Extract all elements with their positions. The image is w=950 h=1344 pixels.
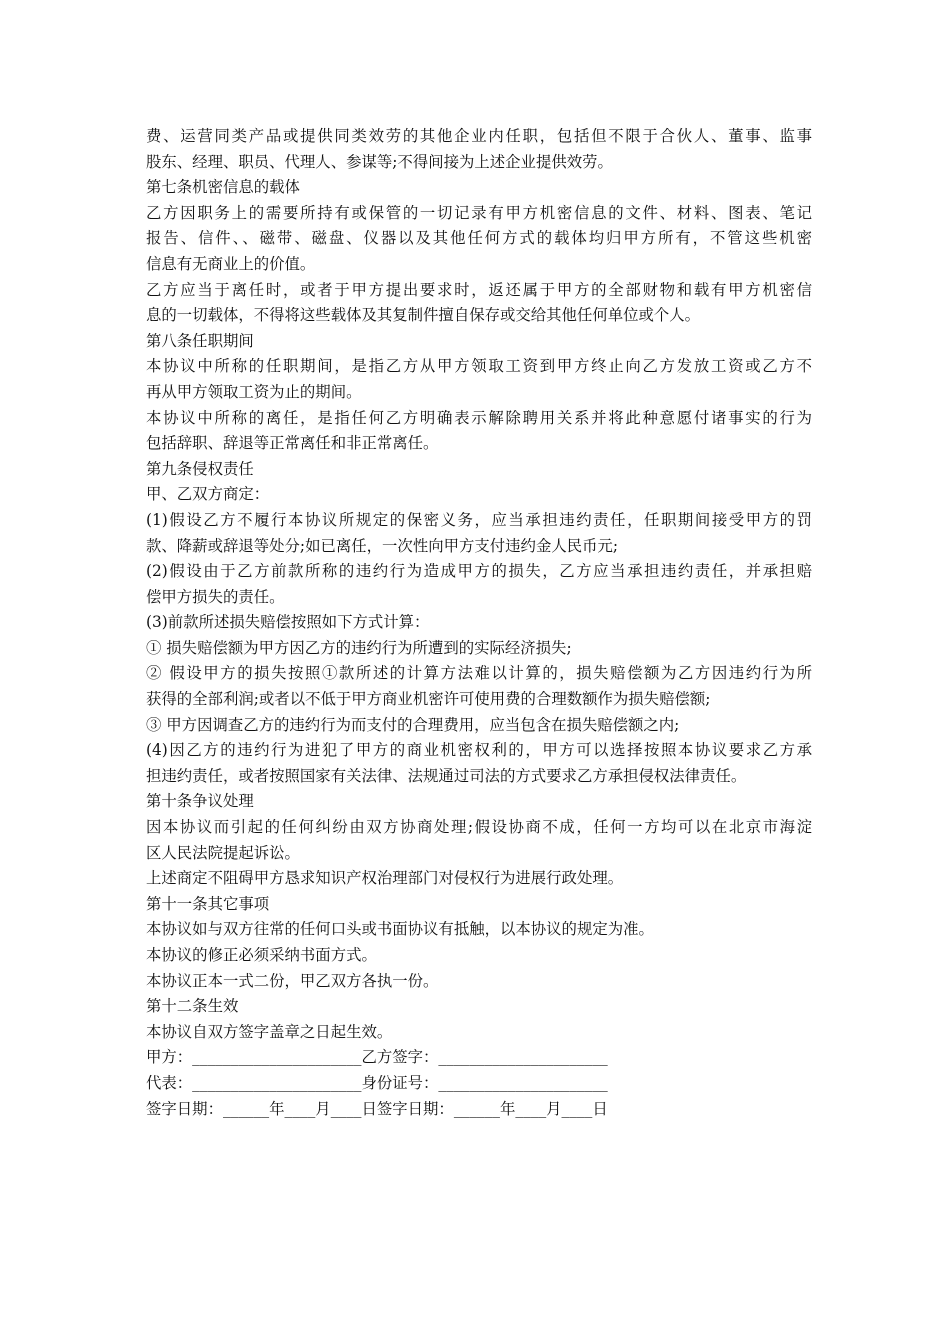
- text-line: (2)假设由于乙方前款所称的违约行为造成甲方的损失，乙方应当承担违约责任，并承担赔: [146, 562, 812, 581]
- text-line: 第九条侵权责任: [146, 459, 254, 478]
- text-line: (4)因乙方的违约行为进犯了甲方的商业机密权利的，甲方可以选择按照本协议要求乙方承: [146, 741, 812, 760]
- text-line: 第十条争议处理: [146, 792, 254, 811]
- text-line: 款、降薪或辞退等处分;如已离任，一次性向甲方支付违约金人民币元;: [146, 536, 619, 555]
- text-line: 签字日期：______年____月____日签字日期：______年____月____日: [146, 1099, 608, 1118]
- text-line: 获得的全部利润;或者以不低于甲方商业机密许可使用费的合理数额作为损失赔偿额;: [146, 690, 711, 709]
- text-line: 股东、经理、职员、代理人、参谋等;不得间接为上述企业提供效劳。: [146, 152, 613, 171]
- text-line: (1)假设乙方不履行本协议所规定的保密义务，应当承担违约责任，任职期间接受甲方的罚: [146, 510, 812, 529]
- text-line: 乙方因职务上的需要所持有或保管的一切记录有甲方机密信息的文件、材料、图表、笔记: [146, 203, 812, 222]
- text-line: 本协议正本一式二份，甲乙双方各执一份。: [146, 971, 439, 990]
- text-line: 第七条机密信息的载体: [146, 178, 300, 197]
- text-line: 偿甲方损失的责任。: [146, 587, 285, 606]
- text-line: 信息有无商业上的价值。: [146, 254, 316, 273]
- text-line: 费、运营同类产品或提供同类效劳的其他企业内任职，包括但不限于合伙人、董事、监事: [146, 127, 812, 145]
- text-line: 甲方：______________________乙方签字：______________________: [146, 1048, 608, 1067]
- text-line: 区人民法院提起诉讼。: [146, 843, 300, 862]
- text-line: 第十二条生效: [146, 997, 239, 1016]
- text-line: 包括辞职、辞退等正常离任和非正常离任。: [146, 434, 439, 453]
- text-line: 乙方应当于离任时，或者于甲方提出要求时，返还属于甲方的全部财物和载有甲方机密信: [146, 280, 812, 299]
- text-line: 第八条任职期间: [146, 331, 254, 350]
- text-line: 代表：______________________身份证号：______________________: [146, 1073, 608, 1092]
- text-line: ② 假设甲方的损失按照①款所述的计算方法难以计算的，损失赔偿额为乙方因违约行为所: [146, 664, 812, 683]
- text-line: ③ 甲方因调查乙方的违约行为而支付的合理费用，应当包含在损失赔偿额之内;: [146, 715, 680, 734]
- text-line: 因本协议而引起的任何纠纷由双方协商处理;假设协商不成，任何一方均可以在北京市海淀: [146, 818, 812, 837]
- text-line: 本协议中所称的任职期间，是指乙方从甲方领取工资到甲方终止向乙方发放工资或乙方不: [146, 357, 812, 376]
- text-line: 上述商定不阻碍甲方恳求知识产权治理部门对侵权行为进展行政处理。: [146, 869, 624, 888]
- text-line: (3)前款所述损失赔偿按照如下方式计算：: [146, 613, 430, 632]
- text-line: 本协议的修正必须采纳书面方式。: [146, 946, 377, 964]
- text-line: 本协议自双方签字盖章之日起生效。: [146, 1022, 393, 1041]
- text-line: 甲、乙双方商定：: [146, 485, 270, 504]
- text-line: 第十一条其它事项: [146, 894, 270, 913]
- text-line: 本协议如与双方往常的任何口头或书面协议有抵触，以本协议的规定为准。: [146, 920, 654, 939]
- text-line: 再从甲方领取工资为止的期间。: [146, 382, 362, 401]
- text-line: 本协议中所称的离任，是指任何乙方明确表示解除聘用关系并将此种意愿付诸事实的行为: [146, 408, 812, 427]
- text-line: ① 损失赔偿额为甲方因乙方的违约行为所遭到的实际经济损失;: [146, 638, 572, 657]
- text-line: 担违约责任，或者按照国家有关法律、法规通过司法的方式要求乙方承担侵权法律责任。: [146, 766, 747, 785]
- text-line: 报告、信件、、磁带、磁盘、仪器以及其他任何方式的载体均归甲方所有，不管这些机密: [146, 229, 812, 248]
- document-page: [146, 124, 812, 1122]
- text-line: 息的一切载体，不得将这些载体及其复制件擅自保存或交给其他任何单位或个人。: [146, 306, 701, 325]
